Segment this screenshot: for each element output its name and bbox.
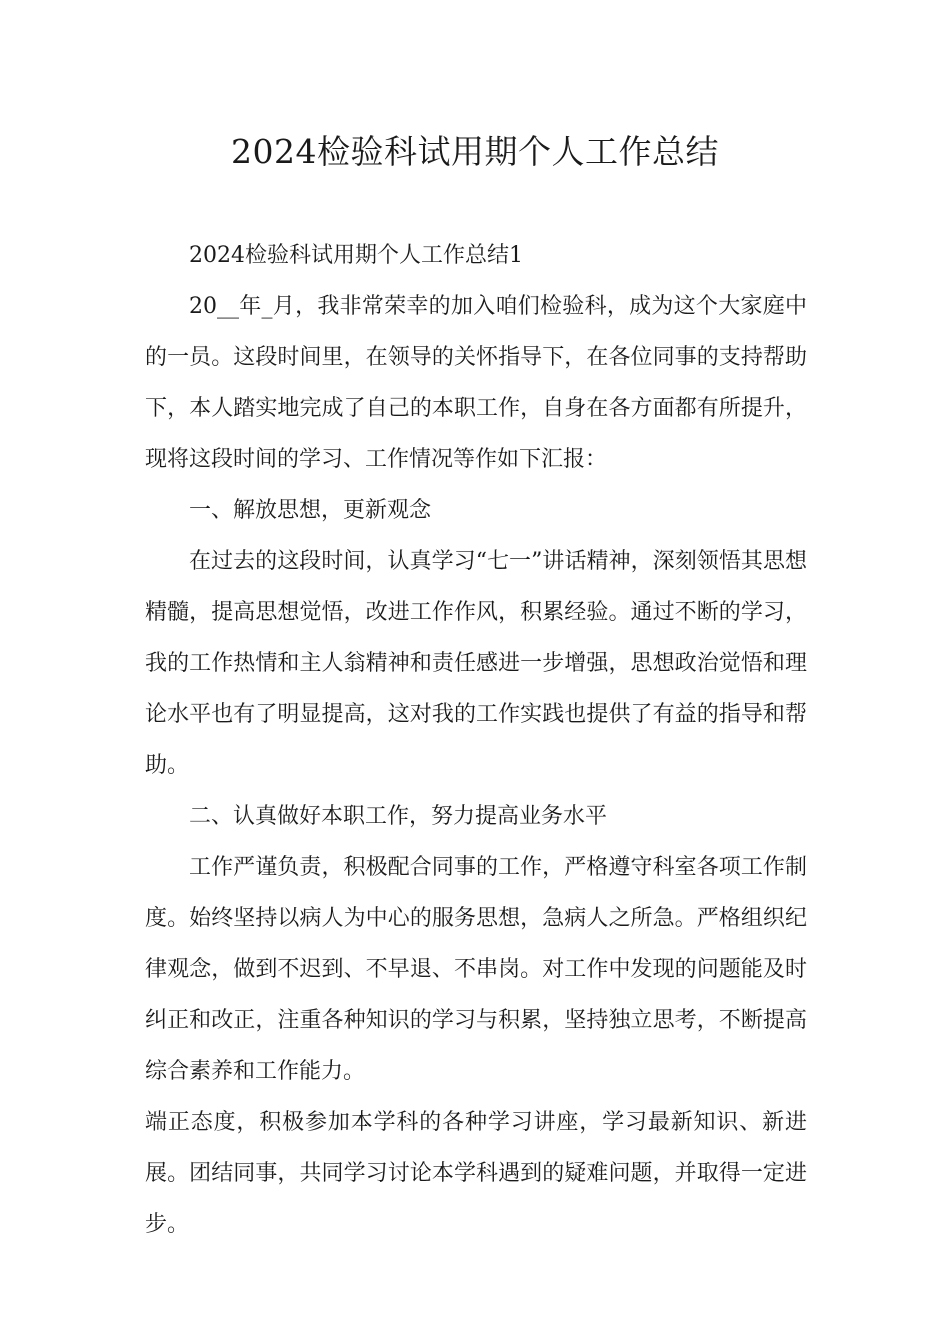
document-title: 2024检验科试用期个人工作总结 [231, 132, 719, 171]
section-heading: 二、认真做好本职工作，努力提高业务水平 [189, 804, 608, 829]
paragraph: 工作严谨负责，积极配合同事的工作，严格遵守科室各项工作制度。始终坚持以病人为中心的服务思想，急病人之所急。严格组织纪律观念，做到不迟到、不早退、不串岗。对工作中发现的问题能及时纠正和改正，注重各种知识的学习与积累，坚持独立思考，不断提高综合素养和工作能力。 [145, 855, 807, 1084]
section-heading: 2024检验科试用期个人工作总结1 [189, 243, 523, 268]
paragraph: 20__年_月，我非常荣幸的加入咱们检验科，成为这个大家庭中的一员。这段时间里，在领导的关怀指导下，在各位同事的支持帮助下，本人踏实地完成了自己的本职工作，自身在各方面都有所提升，现将这段时间的学习、工作情况等作如下汇报： [145, 294, 807, 472]
paragraph: 端正态度，积极参加本学科的各种学习讲座，学习最新知识、新进展。团结同事，共同学习讨论本学科遇到的疑难问题，并取得一定进步。 [145, 1110, 807, 1237]
paragraph: 在过去的这段时间，认真学习“七一”讲话精神，深刻领悟其思想精髓，提高思想觉悟，改进工作作风，积累经验。通过不断的学习，我的工作热情和主人翁精神和责任感进一步增强，思想政治觉悟和理论水平也有了明显提高，这对我的工作实践也提供了有益的指导和帮助。 [145, 549, 807, 778]
document-body [145, 230, 807, 1250]
section-heading: 一、解放思想，更新观念 [189, 498, 432, 523]
